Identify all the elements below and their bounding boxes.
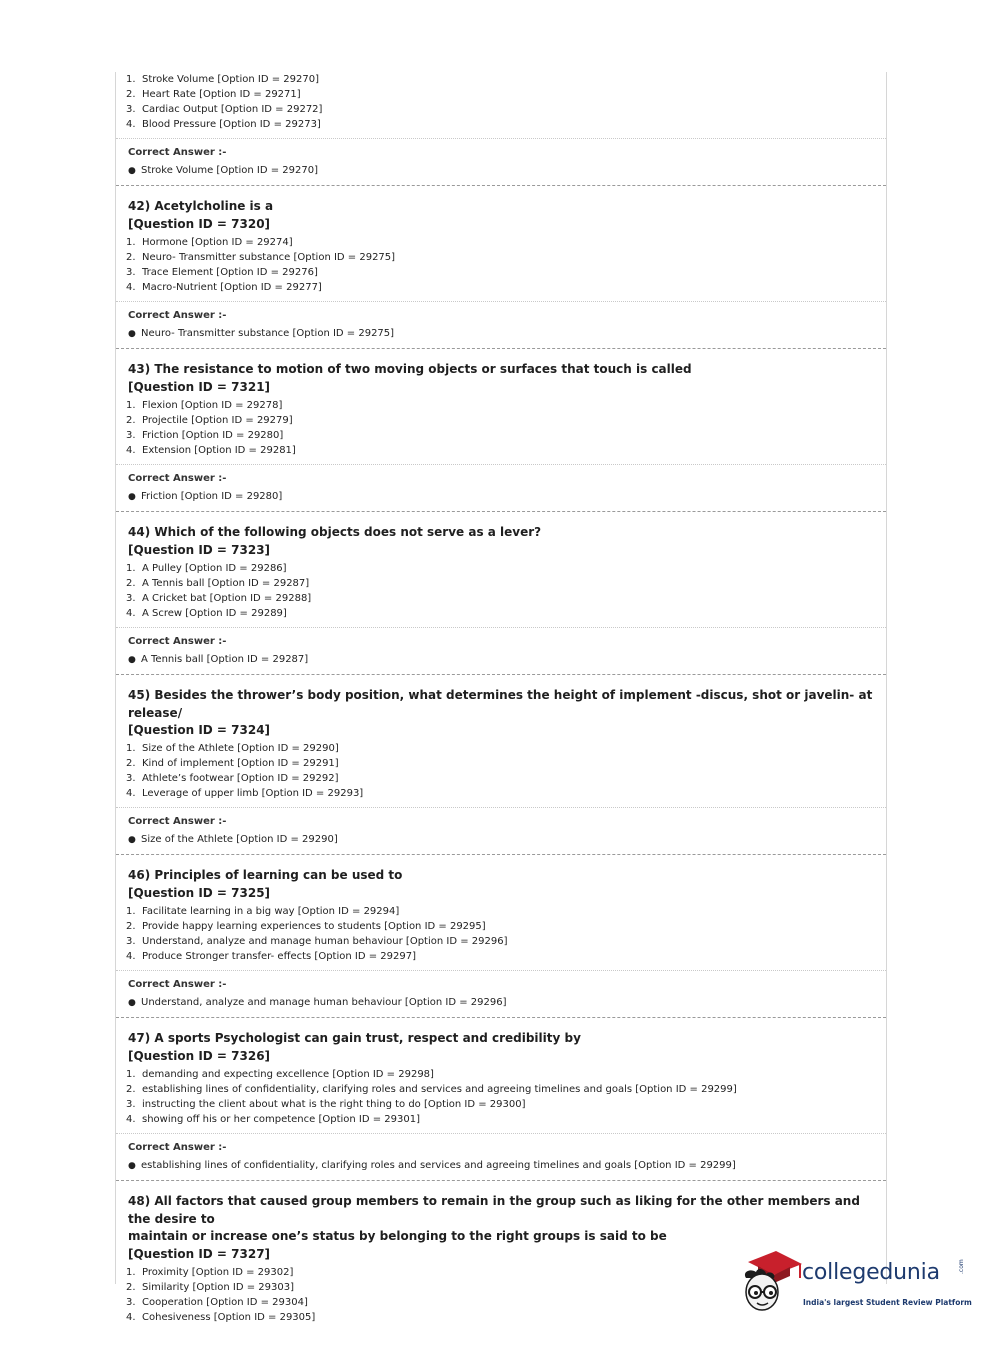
question-id: [Question ID = 7323] [128, 542, 271, 557]
option-item: 1. Stroke Volume [Option ID = 29270] [126, 74, 319, 85]
correct-answer-value: ● Stroke Volume [Option ID = 29270] [128, 163, 886, 179]
question-header [116, 855, 886, 902]
option-item: 2. Provide happy learning experiences to students [Option ID = 29295] [126, 920, 486, 932]
question-block [116, 349, 886, 512]
option-item: 2. Neuro- Transmitter substance [Option ID = 29275] [126, 251, 396, 263]
collegedunia-logo [740, 1248, 980, 1318]
option-item: 4. Macro-Nutrient [Option ID = 29277] [126, 282, 322, 294]
correct-answer-value: ● A Tennis ball [Option ID = 29287] [128, 652, 886, 668]
correct-answer-section [116, 971, 886, 1017]
question-header [116, 349, 886, 396]
option-item: 1. Facilitate learning in a big way [Option ID = 29294] [126, 905, 400, 917]
correct-answer-label: Correct Answer :- [128, 816, 227, 828]
question-header [116, 512, 886, 559]
question-id: [Question ID = 7326] [128, 1048, 271, 1063]
options-list [116, 72, 886, 138]
question-title: 44) Which of the following objects does not serve as a lever? [128, 525, 542, 540]
option-item: 2. Projectile [Option ID = 29279] [126, 414, 293, 426]
question-title: 48) All factors that caused group members to remain in the group such as liking for the other members and the desire to [128, 1194, 860, 1226]
correct-answer-value: ● Friction [Option ID = 29280] [128, 489, 886, 505]
option-item: 4. A Screw [Option ID = 29289] [126, 607, 287, 619]
options-list [116, 902, 886, 970]
question-title: 46) Principles of learning can be used to [128, 868, 403, 883]
question-block [116, 855, 886, 1018]
bullet-icon: ● [128, 1161, 136, 1172]
options-list [116, 233, 886, 301]
questions-list [116, 186, 886, 1181]
correct-answer-section [116, 1134, 886, 1180]
correct-answer-section [116, 465, 886, 511]
question-41-continued [116, 72, 886, 186]
logo-domain: .com [958, 1259, 965, 1274]
correct-answer-label: Correct Answer :- [128, 979, 227, 991]
question-header [116, 1018, 886, 1065]
option-item: 2. Heart Rate [Option ID = 29271] [126, 89, 301, 101]
question-id: [Question ID = 7327] [128, 1246, 271, 1261]
mascot-icon [740, 1248, 804, 1318]
options-list [116, 1065, 886, 1133]
correct-answer-value: ● Size of the Athlete [Option ID = 29290] [128, 832, 886, 848]
options-list [116, 739, 886, 807]
question-id: [Question ID = 7324] [128, 723, 271, 737]
option-item: 1. Proximity [Option ID = 29302] [126, 1266, 294, 1278]
option-item: 3. Athlete’s footwear [Option ID = 29292] [126, 773, 339, 785]
question-paper-sheet [115, 72, 887, 1323]
correct-answer-label: Correct Answer :- [128, 1142, 227, 1154]
option-item: 3. Cardiac Output [Option ID = 29272] [126, 104, 323, 116]
correct-answer-label: Correct Answer :- [128, 636, 227, 647]
correct-answer-section [116, 139, 886, 185]
option-item: 1. Size of the Athlete [Option ID = 29290] [126, 743, 339, 754]
correct-answer-section [116, 808, 886, 854]
correct-answer-value: ● Understand, analyze and manage human behaviour [Option ID = 29296] [128, 995, 886, 1011]
option-item: 2. Kind of implement [Option ID = 29291] [126, 758, 339, 770]
options-list [116, 396, 886, 464]
question-title-continued: maintain or increase one’s status by belonging to the right groups is said to be [128, 1229, 667, 1244]
bullet-icon: ● [128, 835, 136, 846]
question-id: [Question ID = 7321] [128, 379, 271, 394]
option-item: 2. A Tennis ball [Option ID = 29287] [126, 577, 310, 589]
correct-answer-label: Correct Answer :- [128, 147, 227, 159]
option-item: 1. Hormone [Option ID = 29274] [126, 236, 293, 248]
option-item: 3. Friction [Option ID = 29280] [126, 429, 284, 441]
question-id: [Question ID = 7325] [128, 885, 271, 900]
bullet-icon: ● [128, 492, 136, 503]
bullet-icon: ● [128, 998, 136, 1009]
option-item: 1. Flexion [Option ID = 29278] [126, 399, 283, 411]
option-item: 4. Produce Stronger transfer- effects [Option ID = 29297] [126, 951, 416, 963]
option-item: 3. instructing the client about what is the right thing to do [Option ID = 29300] [126, 1098, 526, 1110]
question-title: 45) Besides the thrower’s body position, what determines the height of implement -discus, shot or javelin- at release/ [128, 688, 873, 720]
logo-tagline: India's largest Student Review Platform [803, 1298, 972, 1307]
bullet-icon: ● [128, 166, 136, 177]
option-item: 4. showing off his or her competence [Option ID = 29301] [126, 1114, 421, 1126]
question-title: 47) A sports Psychologist can gain trust, respect and credibility by [128, 1031, 581, 1046]
correct-answer-value: ● Neuro- Transmitter substance [Option ID = 29275] [128, 326, 886, 342]
bullet-icon: ● [128, 329, 136, 340]
option-item: 3. Understand, analyze and manage human behaviour [Option ID = 29296] [126, 936, 508, 948]
question-block [116, 675, 886, 855]
question-header [116, 675, 886, 739]
option-item: 2. establishing lines of confidentiality, clarifying roles and services and agreeing timelines and goals [Option ID = 29299] [126, 1083, 737, 1095]
question-block [116, 512, 886, 675]
option-item: 4. Blood Pressure [Option ID = 29273] [126, 119, 321, 131]
option-item: 3. A Cricket bat [Option ID = 29288] [126, 592, 312, 604]
correct-answer-label: Correct Answer :- [128, 473, 227, 485]
options-list [116, 559, 886, 627]
question-block [116, 186, 886, 349]
question-header [116, 186, 886, 233]
option-item: 3. Cooperation [Option ID = 29304] [126, 1296, 308, 1308]
correct-answer-label: Correct Answer :- [128, 310, 227, 322]
option-item: 1. demanding and expecting excellence [Option ID = 29298] [126, 1068, 434, 1080]
bullet-icon: ● [128, 655, 136, 665]
option-item: 3. Trace Element [Option ID = 29276] [126, 267, 318, 279]
correct-answer-value: ● establishing lines of confidentiality, clarifying roles and services and agreeing timelines and goals [Option ID = 29299] [128, 1158, 886, 1174]
question-id: [Question ID = 7320] [128, 216, 271, 231]
question-title: 43) The resistance to motion of two moving objects or surfaces that touch is called [128, 362, 692, 377]
option-item: 1. A Pulley [Option ID = 29286] [126, 562, 287, 574]
option-item: 4. Leverage of upper limb [Option ID = 29293] [126, 788, 364, 800]
correct-answer-section [116, 302, 886, 348]
logo-wordmark: collegedunia [802, 1260, 940, 1285]
correct-answer-section [116, 628, 886, 674]
question-block [116, 1018, 886, 1181]
option-item: 4. Extension [Option ID = 29281] [126, 445, 296, 457]
option-item: 2. Similarity [Option ID = 29303] [126, 1281, 295, 1293]
question-title: 42) Acetylcholine is a [128, 199, 274, 214]
option-item: 4. Cohesiveness [Option ID = 29305] [126, 1311, 316, 1323]
